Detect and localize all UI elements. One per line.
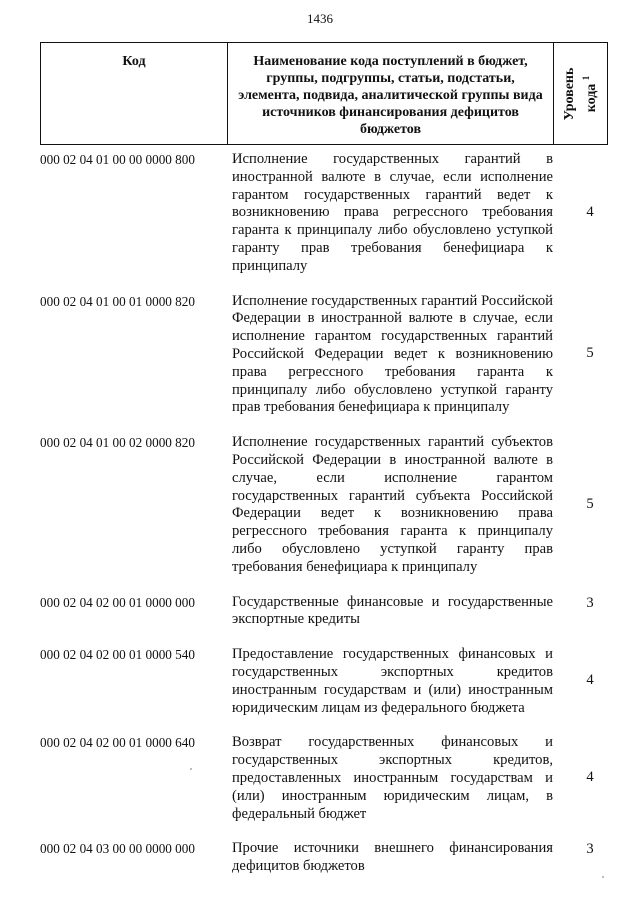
scan-speck (602, 876, 604, 878)
header-level-word2: кода (583, 83, 599, 112)
row-code: 000 02 04 01 00 01 0000 820 (40, 293, 195, 309)
row-level: 4 (586, 672, 594, 689)
row-name: Исполнение государственных гарантий Российской Федерации в иностранной валюте в случае, если исполнение гарантом государственных гарантий Российской Федерации ведет к возникновению права регрессного требования гаранта к принципалу либо обусловлено уступкой гаранту прав требования бенефициара к принципалу (232, 292, 553, 416)
table-row (40, 731, 620, 823)
row-code: 000 02 04 02 00 01 0000 000 (40, 594, 195, 610)
row-level: 4 (586, 203, 594, 220)
table-body (40, 148, 620, 876)
header-name: Наименование кода поступлений в бюджет, группы, подгруппы, статьи, подстатьи, элемента, подвида, аналитической группы вида источников финансирования дефицитов бюджетов (228, 43, 554, 144)
header-level-word: Уровень (561, 67, 577, 120)
table-row (40, 290, 620, 418)
table-row (40, 591, 620, 630)
row-level: 5 (586, 345, 594, 362)
row-name: Государственные финансовые и государственные экспортные кредиты (232, 593, 553, 628)
table-header (40, 42, 608, 145)
row-name: Предоставление государственных финансовых и государственных экспортных кредитов иностранным государствам и (или) иностранным юридическим лицам из федерального бюджета (232, 646, 553, 716)
row-name: Прочие источники внешнего финансирования дефицитов бюджетов (232, 840, 553, 875)
table-row (40, 837, 620, 876)
row-name: Возврат государственных финансовых и государственных экспортных кредитов, предоставленных иностранным государствам и (или) иностранным юридическим лицам, в федеральный бюджет (232, 734, 553, 822)
row-name: Исполнение государственных гарантий субъектов Российской Федерации в иностранной валюте в случае, если исполнение гарантом государственных гарантий субъекта Российской Федерации ведет к возникновению права регрессного требования гаранта к принципалу либо обусловлено уступкой гаранту прав требования бенефициара к принципалу (232, 434, 553, 575)
page-number: 1436 (307, 11, 333, 26)
header-code: Код (41, 43, 228, 144)
header-level (554, 43, 607, 144)
row-level: 3 (586, 594, 594, 611)
row-level: 4 (586, 769, 594, 786)
table-row (40, 148, 620, 276)
row-code: 000 02 04 01 00 00 0000 800 (40, 152, 195, 167)
scan-speck (190, 768, 192, 770)
row-code: 000 02 04 01 00 02 0000 820 (40, 435, 195, 451)
row-code: 000 02 04 02 00 01 0000 640 (40, 735, 195, 751)
row-level: 5 (586, 495, 594, 512)
row-code: 000 02 04 02 00 01 0000 540 (40, 647, 195, 663)
header-level-footnote: 1 (580, 75, 591, 80)
row-code: 000 02 04 03 00 00 0000 000 (40, 841, 195, 857)
header-level-label (562, 67, 600, 120)
row-name: Исполнение государственных гарантий в иностранной валюте в случае, если исполнение гарантом государственных гарантий ведет к возникновению права регрессного требования гаранта к принципалу либо обусловлено уступкой гаранту прав требования бенефициара к принципалу (232, 151, 553, 274)
table-row (40, 643, 620, 717)
table-row (40, 431, 620, 576)
row-level: 3 (586, 841, 594, 858)
